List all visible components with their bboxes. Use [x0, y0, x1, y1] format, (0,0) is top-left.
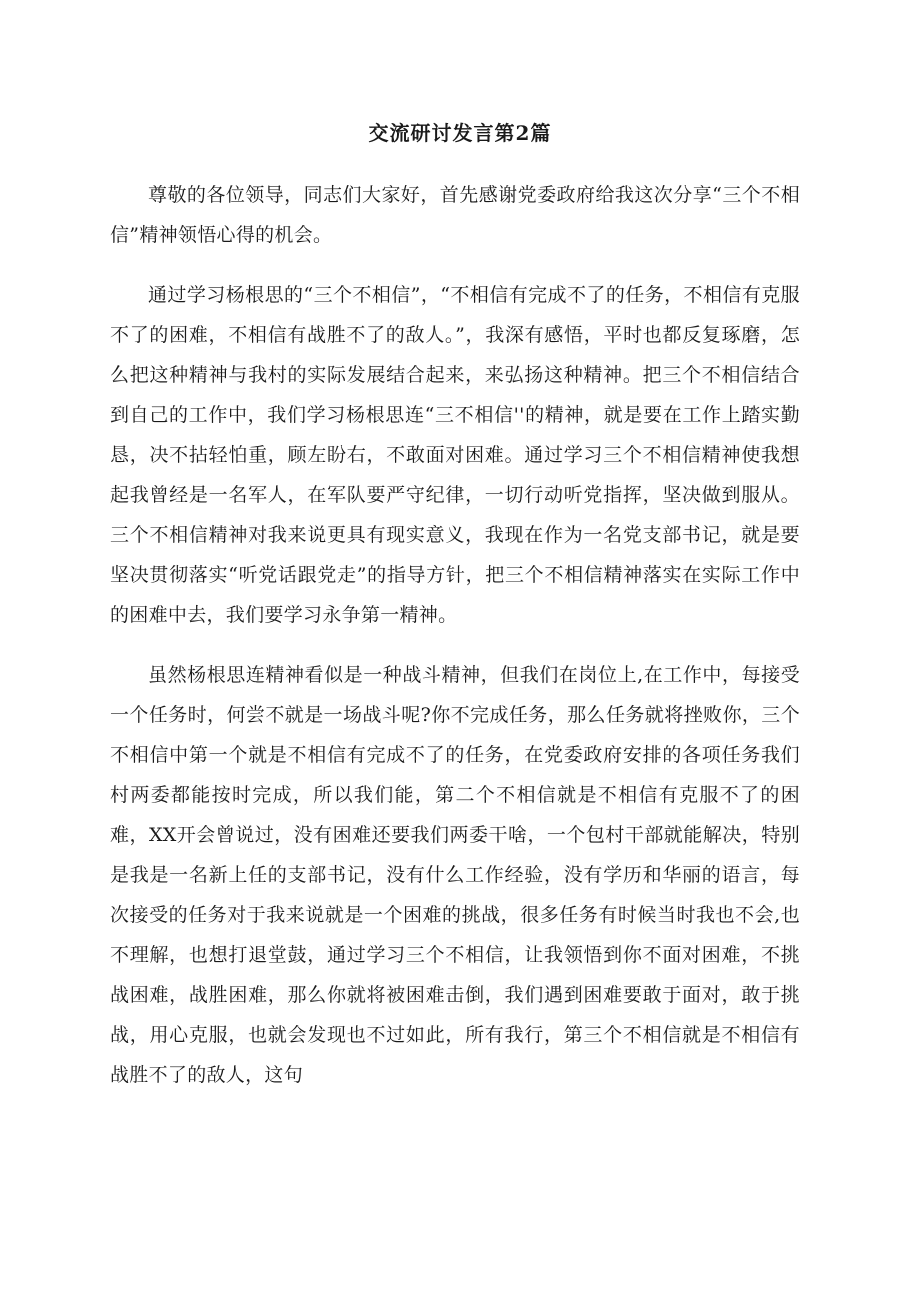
paragraph-study-reflection: 通过学习杨根思的“三个不相信”，“不相信有完成不了的任务，不相信有克服不了的困难，不相信有战胜不了的敌人。”，我深有感悟，平时也都反复琢磨，怎么把这种精神与我村的实际发展结合起来，来弘扬这种精神。把三个不相信结合到自己的工作中，我们学习杨根思连“三不相信''的精神，就是要在工作上踏实勤恳，决不拈轻怕重，顾左盼右，不敢面对困难。通过学习三个不相信精神使我想起我曾经是一名军人，在军队要严守纪律，一切行动听党指挥，坚决做到服从。三个不相信精神对我来说更具有现实意义，我现在作为一名党支部书记，就是要坚决贯彻落实“听党话跟党走”的指导方针，把三个不相信精神落实在实际工作中的困难中去，我们要学习永争第一精神。	[110, 284, 800, 626]
document-title: 交流研讨发言第2篇	[368, 121, 552, 145]
paragraph-battle-spirit: 虽然杨根思连精神看似是一种战斗精神，但我们在岗位上,在工作中，每接受一个任务时，何尝不就是一场战斗呢?你不完成任务，那么任务就将挫败你，三个不相信中第一个就是不相信有完成不了的任务，在党委政府安排的各项任务我们村两委都能按时完成，所以我们能，第二个不相信就是不相信有克服不了的困难，XX开会曾说过，没有困难还要我们两委干啥，一个包村干部就能解决，特别是我是一名新上任的支部书记，没有什么工作经验，没有学历和华丽的语言，每次接受的任务对于我来说就是一个困难的挑战，很多任务有时候当时我也不会,也不理解，也想打退堂鼓，通过学习三个不相信，让我领悟到你不面对困难，不挑战困难，战胜困难，那么你就将被困难击倒，我们遇到困难要敢于面对，敢于挑战，用心克服，也就会发现也不过如此，所有我行，第三个不相信就是不相信有战胜不了的敌人，这句	[110, 664, 800, 1086]
document-body	[110, 175, 800, 1115]
paragraph-greeting: 尊敬的各位领导，同志们大家好，首先感谢党委政府给我这次分享“三个不相信”精神领悟心得的机会。	[110, 184, 800, 246]
